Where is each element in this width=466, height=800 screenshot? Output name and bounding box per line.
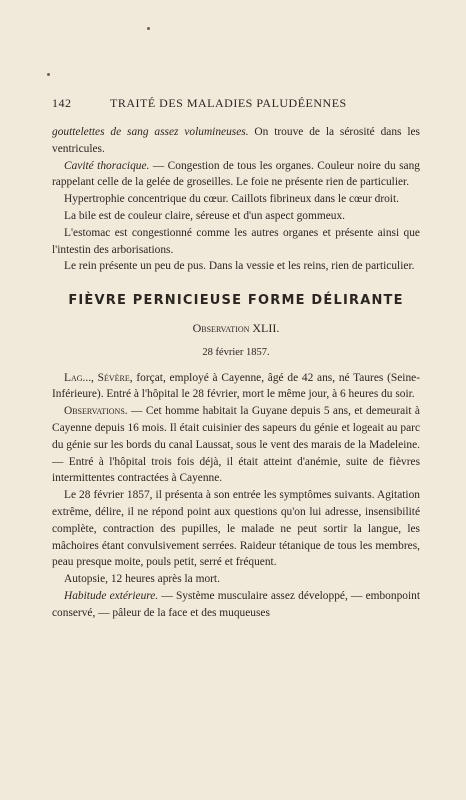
paragraph: Le 28 février 1857, il présenta à son entrée les symptômes suivants. Agitation extrême, délire, il ne répond point aux questions qu'on lui adresse, insensibilité complète, contraction des pupilles, le malade ne peut sortir la langue, les mâchoires étant convulsivement serrées. Raideur tétanique de tous les membres, peau presque moite, pouls petit, serré et fréquent.: [52, 489, 420, 569]
paragraph: [52, 158, 420, 192]
paragraph: [52, 588, 420, 622]
paragraph: [52, 124, 420, 158]
patient-name: Lag..., Sévère,: [64, 371, 133, 384]
paragraph-text: — Congestion de tous les organes. Couleur noire du sang rappelant celle de la gelée de groseilles. Le foie ne présente rien de particulier.: [52, 159, 421, 189]
paragraph-text: — Cet homme habitait la Guyane depuis 5 ans, et demeurait à Cayenne depuis 16 mois. Il était cuisinier des sapeurs du génie et logeait au parc du génie sur les bords du canal Laussat, sous le vent des marais de la Madeleine. — Entré à l'hôpital trois fois déjà, il était atteint d'anémie, suite de fièvres intermittentes contractées à Cayenne.: [52, 405, 420, 485]
paragraph-text: — Système musculaire assez développé, — embonpoint conservé, — pâleur de la face et des muqueuses: [52, 589, 420, 619]
section-heading: FIÈVRE PERNICIEUSE FORME DÉLIRANTE: [68, 293, 404, 309]
paragraph: Le rein présente un peu de pus. Dans la vessie et les reins, rien de particulier.: [64, 260, 415, 273]
paragraph: La bile est de couleur claire, séreuse et d'un aspect gommeux.: [64, 209, 346, 222]
page-body: [52, 124, 420, 622]
observation-date: 28 février 1857.: [202, 346, 270, 358]
paragraph: [52, 403, 420, 487]
small-caps-label: Observations.: [64, 405, 128, 418]
paragraph-text: On trouve de la sérosité dans les ventricules.: [52, 126, 420, 155]
italic-phrase: gouttelettes de sang assez volumineuses.: [52, 126, 249, 138]
paragraph: Autopsie, 12 heures après la mort.: [64, 573, 220, 586]
observation-title: Observation XLII.: [192, 320, 280, 335]
paragraph: L'estomac est congestionné comme les autres organes et présente ainsi que l'intestin des arborisations.: [52, 226, 420, 256]
italic-phrase: Cavité thoracique.: [64, 159, 150, 172]
paragraph: [52, 370, 420, 404]
page-number: 142: [52, 96, 72, 110]
running-title: TRAITÉ DES MALADIES PALUDÉENNES: [110, 96, 347, 110]
italic-phrase: Habitude extérieure.: [64, 589, 159, 602]
paragraph-text: forçat, employé à Cayenne, âgé de 42 ans, né Taures (Seine-Inférieure). Entré à l'hôpital le 28 février, mort le même jour, à 6 heures du soir.: [52, 371, 420, 401]
paragraph: Hypertrophie concentrique du cœur. Caillots fibrineux dans le cœur droit.: [64, 193, 399, 206]
ink-speck: [47, 73, 50, 76]
ink-speck: [147, 27, 150, 30]
